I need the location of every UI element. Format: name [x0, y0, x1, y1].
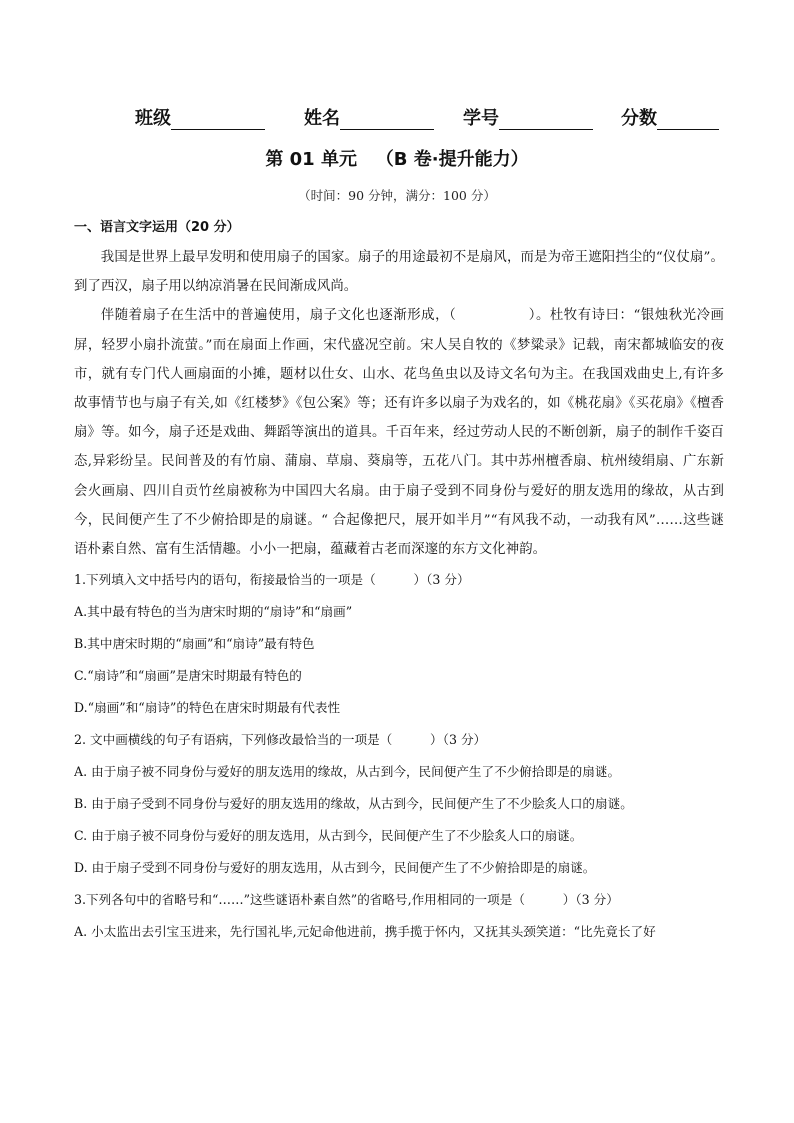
student-id-field	[463, 104, 593, 130]
option-d: D. 由于扇子受到不同身份与爱好的朋友选用，从古到今，民间便产生了不少俯拾即是的扇谜。	[74, 860, 596, 876]
unit-title: 第 01 单元	[265, 149, 357, 170]
paper-title: （B 卷·提升能力）	[375, 149, 529, 170]
score-field	[621, 104, 719, 130]
passage-paragraph-2	[74, 301, 724, 564]
option-a: A. 小太监出去引宝玉进来，先行国礼毕,元妃命他进前，携手揽于怀内，又抚其头颈笑道：“比先竟长了好	[74, 924, 656, 940]
class-field	[135, 104, 265, 130]
option-a: A. 由于扇子被不同身份与爱好的朋友选用的缘故，从古到今，民间便产生了不少俯拾即是的扇谜。	[74, 764, 621, 780]
question-stem: 1.下列填入文中括号内的语句，衔接最恰当的一项是（ ）（3 分）	[74, 572, 470, 588]
option-c: C.“扇诗”和“扇画”是唐宋时期最有特色的	[74, 668, 302, 684]
class-blank[interactable]	[171, 111, 265, 130]
question-3	[74, 884, 724, 948]
score-blank[interactable]	[657, 111, 719, 130]
option-b: B. 由于扇子受到不同身份与爱好的朋友选用的缘故，从古到今，民间便产生了不少脍炙人口的扇谜。	[74, 796, 633, 812]
option-c: C. 由于扇子被不同身份与爱好的朋友选用，从古到今，民间便产生了不少脍炙人口的扇谜。	[74, 828, 583, 844]
student-id-label: 学号	[463, 108, 499, 129]
student-info-row	[135, 104, 735, 130]
name-label: 姓名	[304, 108, 340, 129]
question-2	[74, 724, 724, 884]
name-blank[interactable]	[340, 111, 434, 130]
exam-content	[74, 217, 724, 948]
option-d: D.“扇画”和“扇诗”的特色在唐宋时期最有代表性	[74, 700, 341, 716]
para2-before-blank: 伴随着扇子在生活中的普遍使用，扇子文化也逐渐形成，（	[100, 308, 457, 324]
option-a: A.其中最有特色的当为唐宋时期的“扇诗”和“扇画”	[74, 604, 353, 620]
score-label: 分数	[621, 108, 657, 129]
question-stem: 3.下列各句中的省略号和“……”这些谜语朴素自然”的省略号,作用相同的一项是（ ）（3 分）	[74, 892, 619, 908]
exam-subtitle: （时间：90 分钟，满分：100 分）	[298, 188, 496, 203]
question-stem: 2. 文中画横线的句子有语病，下列修改最恰当的一项是（ ）（3 分）	[74, 732, 487, 748]
section-heading: 一、语言文字运用（20 分）	[74, 220, 240, 235]
para2-after-blank: ）。杜牧有诗曰：“银烛秋光冷画屏，轻罗小扇扑流萤。”而在扇面上作画，宋代盛况空前。宋人吴自牧的《梦粱录》记载，南宋都城临安的夜市，就有专门代人画扇面的小摊，题材以仕女、山水、花鸟鱼虫以及诗文名句为主。在我国戏曲史上,有许多故事情节也与扇子有关,如《红楼梦》《包公案》等；还有许多以扇子为戏名的，如《桃花扇》《买花扇》《檀香扇》等。如今，扇子还是戏曲、舞蹈等演出的道具。千百年来，经过劳动人民的不断创新，扇子的制作千姿百态,异彩纷呈。民间普及的有竹扇、蒲扇、草扇、葵扇等，五花八门。其中苏州檀香扇、杭州绫绢扇、广东新会火画扇、四川自贡竹丝扇被称为中国四大名扇。由于扇子受到不同身份与爱好的朋友选用的缘故，从古到今，民间便产生了不少俯拾即是的扇谜。“ 合起像把尺，展开如半月”“有风我不动，一动我有风”……这些谜语朴素自然、富有生活情趣。小小一把扇，蕴藏着古老而深邃的东方文化神韵。	[74, 308, 724, 558]
class-label: 班级	[135, 108, 171, 129]
question-1	[74, 564, 724, 724]
student-id-blank[interactable]	[499, 111, 593, 130]
option-b: B.其中唐宋时期的“扇画”和“扇诗”最有特色	[74, 636, 315, 652]
exam-title	[0, 145, 794, 171]
passage-paragraph-1: 我国是世界上最早发明和使用扇子的国家。扇子的用途最初不是扇风，而是为帝王遮阳挡尘的“仪仗扇”。到了西汉，扇子用以纳凉消暑在民间渐成风尚。	[74, 250, 724, 295]
name-field	[304, 104, 434, 130]
